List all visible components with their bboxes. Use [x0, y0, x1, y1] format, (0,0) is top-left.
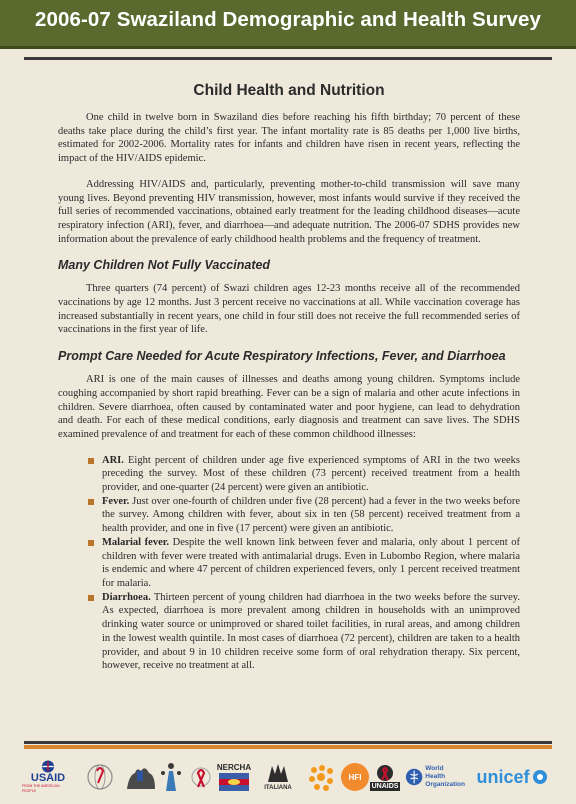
list-item [88, 591, 520, 673]
bullet-square-icon [88, 458, 94, 464]
globe-logo [85, 760, 115, 794]
list-item [88, 536, 520, 591]
emblem-logo [122, 760, 158, 794]
sponsor-logos [0, 750, 576, 804]
main-content [58, 82, 520, 673]
survey-title: 2006-07 Swaziland Demographic and Health Survey [35, 8, 541, 31]
nercha-flag-icon [219, 773, 249, 791]
red-ribbon-logo [190, 760, 212, 794]
list-item-text: Thirteen percent of young children had diarrhoea in the two weeks before the survey. As expected, diarrhoea is more prevalent among children in households with an unimproved drinking water source or unimproved or shared toilet facilities, in rural areas, and among children in the lowest wealth quintile. In most cases of diarrhoea (72 percent), children are taken to a health provider, and about 9 in 10 children receive some form of oral rehydration therapy. Six percent, however, receive no treatment at all. [102, 591, 520, 672]
care-paragraph: ARI is one of the main causes of illnesses and deaths among young children. Symptoms include coughing accompanied by short rapid breathing. Fever can be a sign of malaria and other acute infections in children. Severe diarrhoea, often caused by contaminated water and poor hygiene, can lead to dehydration and death. For each of these medical conditions, early diagnosis and treatment can save lives. The SDHS examined prevalence of and treatment for each of these common childhood illnesses: [58, 374, 520, 440]
care-heading: Prompt Care Needed for Acute Respiratory Infections, Fever, and Diarrhoea [58, 349, 506, 364]
people-icon [158, 761, 184, 793]
hands-icon [265, 762, 291, 784]
vaccination-paragraph: Three quarters (74 percent) of Swazi children ages 12-23 months receive all of the recommended vaccinations by age 12 months. Just 3 percent receive no vaccinations at all. While vaccination coverage has increased substantially in recent years, one child in four still does not receive the full recommended series of vaccinations in the first year of life. [58, 283, 520, 336]
bottom-accent-rule [24, 745, 552, 749]
header-banner [0, 0, 576, 49]
dots-logo [305, 760, 337, 794]
bullet-square-icon [88, 499, 94, 505]
list-item-term: ARI. [102, 454, 124, 466]
bottom-divider [24, 741, 552, 744]
top-divider [24, 57, 552, 60]
section-title: Child Health and Nutrition [193, 82, 385, 99]
emblem-icon [123, 761, 157, 793]
usaid-logo: USAID FROM THE AMERICAN PEOPLE [22, 760, 74, 794]
hfi-logo: HFI [340, 760, 370, 794]
unaids-logo: UNAIDS [365, 760, 405, 794]
nercha-logo: NERCHA [214, 760, 254, 794]
who-emblem-icon [405, 767, 423, 787]
bullet-square-icon [88, 595, 94, 601]
red-ribbon-icon [191, 761, 211, 793]
list-item-text: Eight percent of children under age five experienced symptoms of ARI in the two weeks preceding the survey. Most of these children (73 percent) received treatment from a health provider, and one-quarter (24 percent) were given an antibiotic. [102, 454, 520, 494]
vaccination-heading: Many Children Not Fully Vaccinated [58, 258, 271, 273]
bullet-square-icon [88, 540, 94, 546]
list-item-text: Just over one-fourth of children under five (28 percent) had a fever in the two weeks before the survey. Among children with fever, about six in ten (58 percent) received treatment from a health provider, and one in five (17 percent) were given an antibiotic. [102, 495, 520, 535]
list-item-term: Malarial fever. [102, 536, 170, 548]
illness-list [58, 454, 520, 673]
list-item [88, 495, 520, 536]
list-item [88, 454, 520, 495]
unicef-globe-icon [532, 769, 548, 785]
list-item-term: Diarrhoea. [102, 591, 151, 603]
who-logo: World Health Organization [405, 760, 465, 794]
dots-icon [306, 762, 336, 792]
figures-logo [158, 760, 184, 794]
globe-ribbon-icon [86, 762, 114, 792]
unaids-ribbon-icon [375, 764, 395, 782]
intro-paragraph-2: Addressing HIV/AIDS and, particularly, preventing mother-to-child transmission will save many young lives. Beyond preventing HIV transmission, however, most infants would survive if they received the full series of recommended vaccinations, obtained early treatment for the leading childhood diseases—acute respiratory infection (ARI), fever, and diarrhoea—and adequate nutrition. The 2006-07 SDHS provides new information about the prevalence of early childhood health problems and the frequency of treatment. [58, 178, 520, 245]
unicef-logo: unicef [472, 760, 552, 794]
italiana-logo: ITALIANA [258, 760, 298, 794]
list-item-text: Despite the well known link between fever and malaria, only about 1 percent of children with fever were treated with antimalarial drugs. Even in Lubombo Region, where malaria is endemic and where 47 percent of children experienced fevers, only 1 percent received treatment for malaria. [102, 536, 520, 589]
intro-paragraph-1: One child in twelve born in Swaziland dies before reaching his fifth birthday; 70 percent of these deaths take place during the child’s first year. The infant mortality rate is 85 deaths per 1,000 live births, estimated for 2002-2006. Mortality rates for infants and children have risen in recent years, reflecting the impact of the HIV/AIDS epidemic. [58, 112, 520, 165]
list-item-term: Fever. [102, 495, 130, 507]
